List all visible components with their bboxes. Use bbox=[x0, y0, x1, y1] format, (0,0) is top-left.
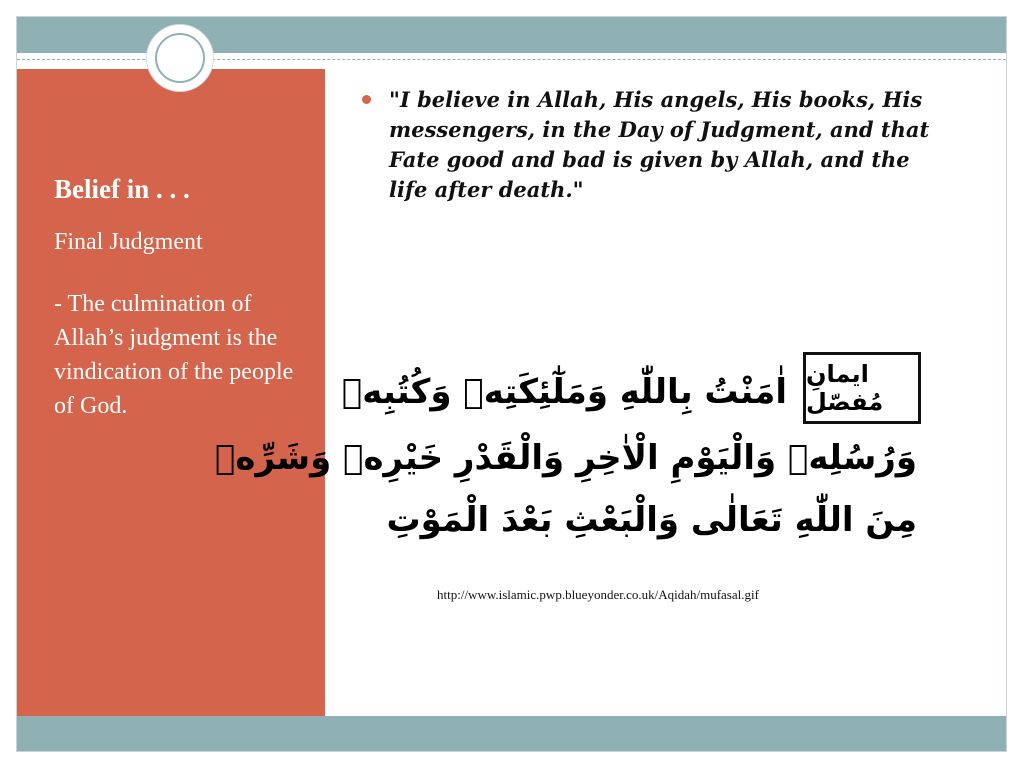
bullet-icon bbox=[362, 95, 371, 104]
slide-title: Belief in . . . bbox=[54, 174, 190, 204]
source-url: http://www.islamic.pwp.blueyonder.co.uk/Aqidah/mufasal.gif bbox=[437, 587, 759, 602]
arabic-line-2: وَرُسُلِهٖ وَالْيَوْمِ الْاٰخِرِ وَالْقَدْرِ خَيْرِهٖ وَشَرِّهٖ bbox=[215, 438, 917, 478]
arabic-heading-box: ایمانِ مُفصّل bbox=[803, 352, 921, 424]
bottom-band bbox=[17, 716, 1006, 751]
title-panel bbox=[17, 69, 325, 717]
circle-ornament-icon bbox=[147, 25, 213, 91]
slide bbox=[16, 16, 1007, 752]
arabic-line-1: اٰمَنْتُ بِاللّٰهِ وَمَلٰٓئِكَتِهٖ وَكُتُبِهٖ bbox=[341, 372, 787, 412]
arabic-line-3: مِنَ اللّٰهِ تَعَالٰى وَالْبَعْثِ بَعْدَ الْمَوْتِ bbox=[386, 500, 917, 540]
arabic-calligraphy-image bbox=[215, 350, 927, 558]
slide-subtitle: Final Judgment bbox=[54, 229, 203, 255]
circle-ornament-inner bbox=[155, 33, 205, 83]
slide-description: - The culmination of Allah’s judgment is the vindication of the people of God. bbox=[54, 291, 294, 419]
quote-text: "I believe in Allah, His angels, His books, His messengers, in the Day of Judgment, and that Fate good and bad is given by Allah, and the life after death." bbox=[389, 87, 930, 202]
quote-bullet-item bbox=[362, 85, 962, 205]
